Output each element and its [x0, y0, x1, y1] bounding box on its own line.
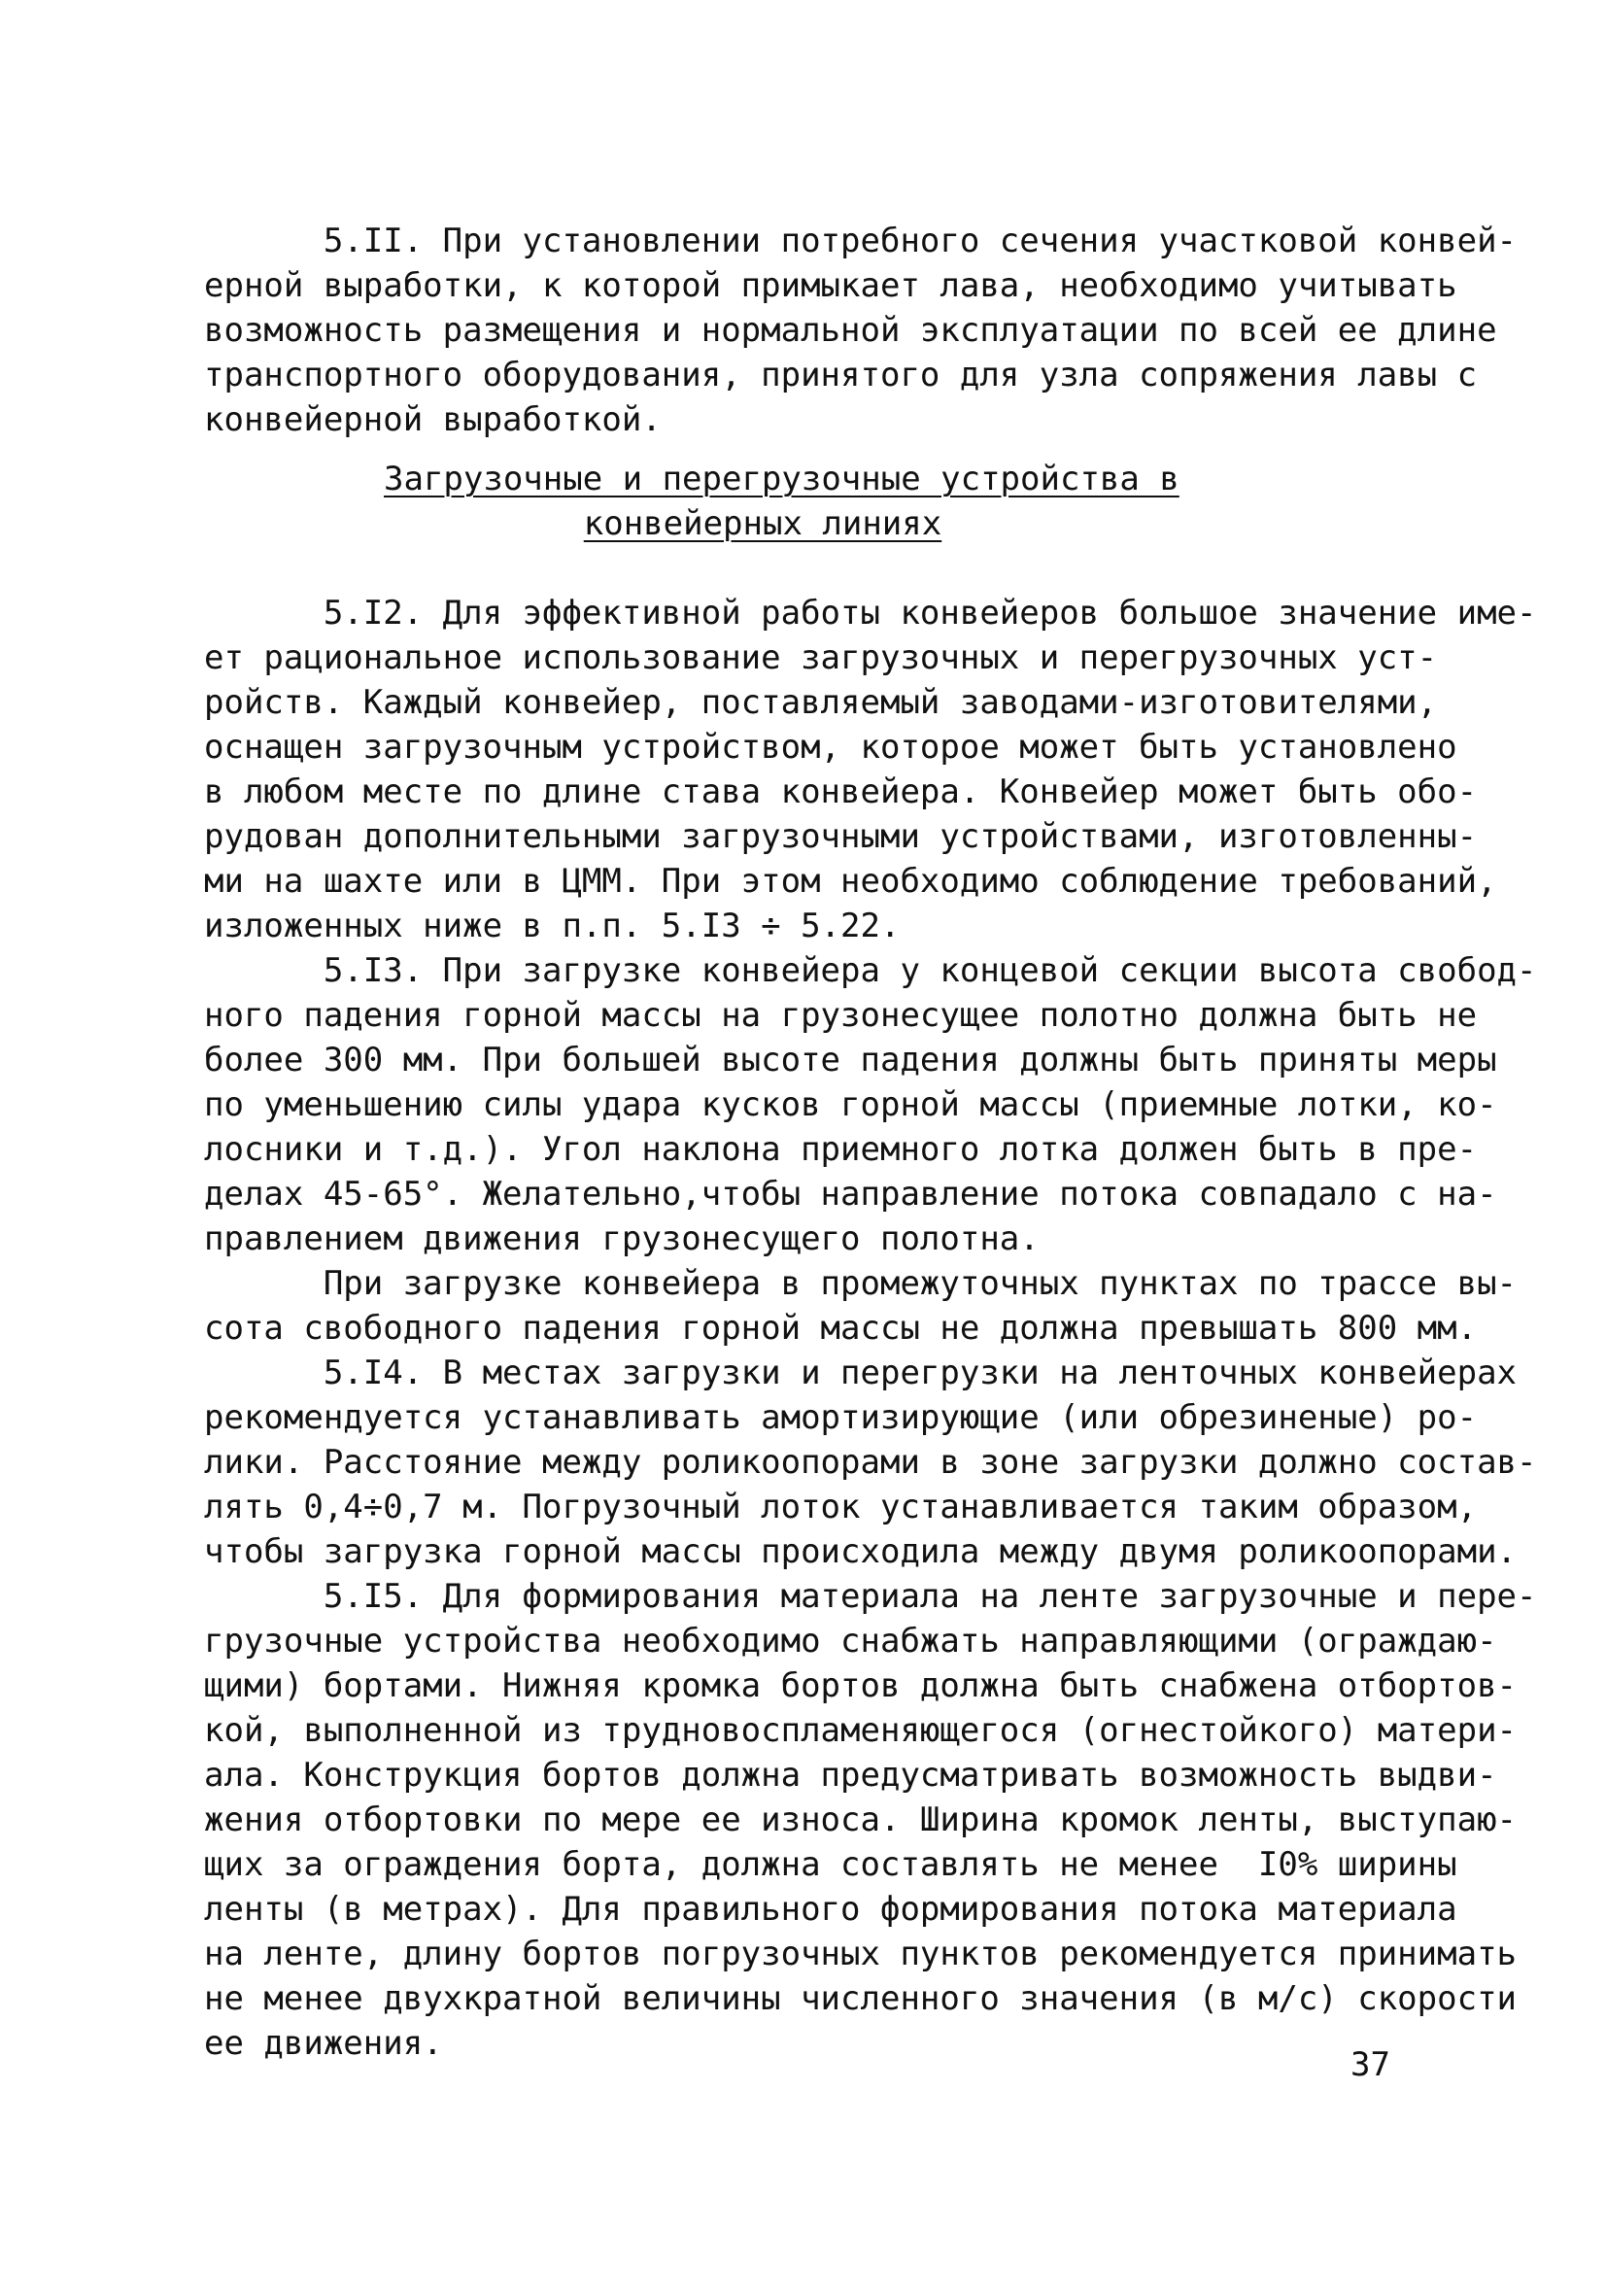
- text-line: жения отбортовки по мере ее износа. Ширина кромок ленты, выступаю-: [204, 1800, 1518, 1839]
- text-line: возможность размещения и нормальной эксплуатации по всей ее длине: [204, 311, 1497, 350]
- heading-line-2: конвейерных линиях: [583, 504, 942, 543]
- text-line: на ленте, длину бортов погрузочных пунктов рекомендуется принимать: [204, 1935, 1518, 1973]
- text-line: чтобы загрузка горной массы происходила между двумя роликоопорами.: [204, 1532, 1518, 1571]
- text-line: транспортного оборудования, принятого для узла сопряжения лавы с: [204, 356, 1478, 394]
- text-line: делах 45-65°. Желательно,чтобы направление потока совпадало с на-: [204, 1175, 1497, 1214]
- text-line: сота свободного падения горной массы не должна превышать 800 мм.: [204, 1309, 1478, 1348]
- text-line: лосники и т.д.). Угол наклона приемного лотка должен быть в пре-: [204, 1130, 1478, 1169]
- text-line: щими) бортами. Нижняя кромка бортов должна быть снабжена отбортов-: [204, 1666, 1518, 1705]
- text-line: рудован дополнительными загрузочными устройствами, изготовленны-: [204, 817, 1478, 856]
- text-line: ет рациональное использование загрузочных и перегрузочных уст-: [204, 638, 1438, 677]
- text-line: ее движения.: [204, 2024, 443, 2063]
- text-line: правлением движения грузонесущего полотна.: [204, 1219, 1040, 1258]
- text-line: 5.I4. В местах загрузки и перегрузки на ленточных конвейерах: [204, 1354, 1518, 1392]
- text-line: грузочные устройства необходимо снабжать направляющими (ограждаю-: [204, 1622, 1497, 1661]
- text-line: При загрузке конвейера в промежуточных пунктах по трассе вы-: [204, 1264, 1518, 1303]
- text-line: 5.I5. Для формирования материала на ленте загрузочные и пере-: [204, 1577, 1537, 1616]
- text-line: рекомендуется устанавливать амортизирующие (или обрезиненые) ро-: [204, 1398, 1478, 1437]
- text-line: изложенных ниже в п.п. 5.I3 ÷ 5.22.: [204, 907, 901, 945]
- section-heading: [384, 457, 1179, 546]
- text-line: в любом месте по длине става конвейера. Конвейер может быть обо-: [204, 772, 1478, 811]
- text-line: лять 0,4÷0,7 м. Погрузочный лоток устанавливается таким образом,: [204, 1488, 1478, 1526]
- text-line: не менее двухкратной величины численного значения (в м/с) скорости: [204, 1979, 1518, 2018]
- page-number: 37: [1350, 2045, 1390, 2084]
- heading-line-1: Загрузочные и перегрузочные устройства в: [384, 460, 1179, 498]
- text-line: оснащен загрузочным устройством, которое может быть установлено: [204, 728, 1457, 767]
- text-line: 5.II. При установлении потребного сечения участковой конвей-: [204, 222, 1518, 260]
- section-5-11: [204, 219, 1518, 442]
- text-line: ерной выработки, к которой примыкает лава, необходимо учитывать: [204, 266, 1457, 305]
- text-line: 5.I2. Для эффективной работы конвейеров большое значение име-: [204, 594, 1537, 633]
- text-line: лики. Расстояние между роликоопорами в зоне загрузки должно состав-: [204, 1443, 1537, 1482]
- text-line: кой, выполненной из трудновоспламеняющегося (огнестойкого) матери-: [204, 1711, 1518, 1750]
- text-line: более 300 мм. При большей высоте падения должны быть приняты меры: [204, 1041, 1497, 1079]
- text-line: щих за ограждения борта, должна составлять не менее I0% ширины: [204, 1845, 1457, 1884]
- section-5-12-to-5-15: [204, 591, 1537, 2066]
- text-line: конвейерной выработкой.: [204, 400, 662, 439]
- text-line: ного падения горной массы на грузонесущее полотно должна быть не: [204, 996, 1478, 1035]
- text-line: 5.I3. При загрузке конвейера у концевой секции высота свобод-: [204, 951, 1537, 990]
- text-line: ала. Конструкция бортов должна предусматривать возможность выдви-: [204, 1756, 1497, 1795]
- text-line: ленты (в метрах). Для правильного формирования потока материала: [204, 1890, 1457, 1929]
- text-line: по уменьшению силы удара кусков горной массы (приемные лотки, ко-: [204, 1085, 1497, 1124]
- text-line: ми на шахте или в ЦММ. При этом необходимо соблюдение требований,: [204, 862, 1497, 901]
- text-line: ройств. Каждый конвейер, поставляемый заводами-изготовителями,: [204, 683, 1438, 722]
